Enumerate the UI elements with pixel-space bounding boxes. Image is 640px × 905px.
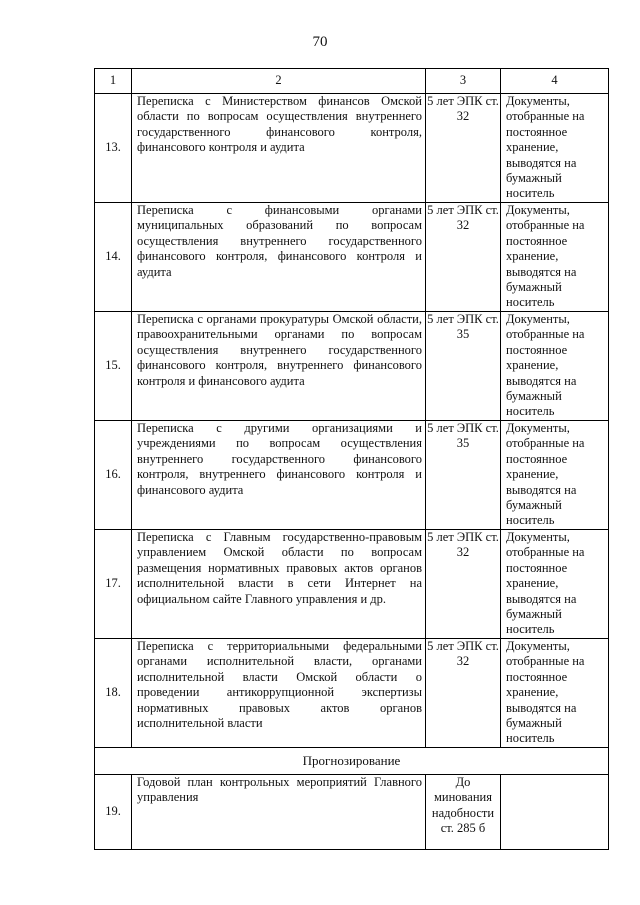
note: Документы, отобранные на постоянное хранение, выводятся на бумажный носитель	[501, 530, 609, 639]
retention-term: 5 лет ЭПК ст. 32	[426, 639, 501, 748]
document-title: Годовой план контрольных мероприятий Главного управления	[132, 775, 426, 850]
note: Документы, отобранные на постоянное хранение, выводятся на бумажный носитель	[501, 203, 609, 312]
retention-term: 5 лет ЭПК ст. 35	[426, 312, 501, 421]
row-number: 18.	[95, 639, 132, 748]
retention-term: До минования надобности ст. 285 б	[426, 775, 501, 850]
retention-term: 5 лет ЭПК ст. 35	[426, 421, 501, 530]
header-cell-2: 2	[132, 69, 426, 94]
retention-term: 5 лет ЭПК ст. 32	[426, 530, 501, 639]
section-header-row	[95, 748, 609, 775]
section-title: Прогнозирование	[95, 748, 609, 775]
table-row	[95, 421, 609, 530]
document-title: Переписка с Министерством финансов Омской области по вопросам осуществления внутреннего государственного финансового контроля, финансового контроля и аудита	[132, 94, 426, 203]
retention-table	[94, 68, 609, 850]
note: Документы, отобранные на постоянное хранение, выводятся на бумажный носитель	[501, 639, 609, 748]
page-number: 70	[312, 34, 328, 50]
table-row	[95, 94, 609, 203]
row-number: 19.	[95, 775, 132, 850]
note: Документы, отобранные на постоянное хранение, выводятся на бумажный носитель	[501, 94, 609, 203]
row-number: 17.	[95, 530, 132, 639]
document-title: Переписка с другими организациями и учреждениями по вопросам осуществления внутреннего государственного финансового контроля, внутреннего финансового контроля и финансового аудита	[132, 421, 426, 530]
row-number: 15.	[95, 312, 132, 421]
note	[501, 775, 609, 850]
table-row	[95, 639, 609, 748]
document-title: Переписка с финансовыми органами муниципальных образований по вопросам осуществления внутреннего государственного финансового контроля, финансового контроля и аудита	[132, 203, 426, 312]
document-title: Переписка с территориальными федеральными органами исполнительной власти, органами исполнительной власти Омской области о проведении антикоррупционной экспертизы нормативных правовых актов органов исполнительной власти	[132, 639, 426, 748]
header-cell-1: 1	[95, 69, 132, 94]
row-number: 16.	[95, 421, 132, 530]
row-number: 14.	[95, 203, 132, 312]
header-cell-4: 4	[501, 69, 609, 94]
table-row	[95, 312, 609, 421]
row-number: 13.	[95, 94, 132, 203]
retention-term: 5 лет ЭПК ст. 32	[426, 203, 501, 312]
table-row	[95, 530, 609, 639]
table-row	[95, 775, 609, 850]
table-row	[95, 203, 609, 312]
document-title: Переписка с Главным государственно-правовым управлением Омской области по вопросам размещения нормативных правовых актов органов исполнительной власти в сети Интернет на официальном сайте Главного управления и др.	[132, 530, 426, 639]
document-title: Переписка с органами прокуратуры Омской области, правоохранительными органами по вопросам осуществления внутреннего государственного финансового контроля, внутреннего финансового контроля и финансового аудита	[132, 312, 426, 421]
note: Документы, отобранные на постоянное хранение, выводятся на бумажный носитель	[501, 421, 609, 530]
header-cell-3: 3	[426, 69, 501, 94]
table-header-row	[95, 69, 609, 94]
retention-term: 5 лет ЭПК ст. 32	[426, 94, 501, 203]
note: Документы, отобранные на постоянное хранение, выводятся на бумажный носитель	[501, 312, 609, 421]
